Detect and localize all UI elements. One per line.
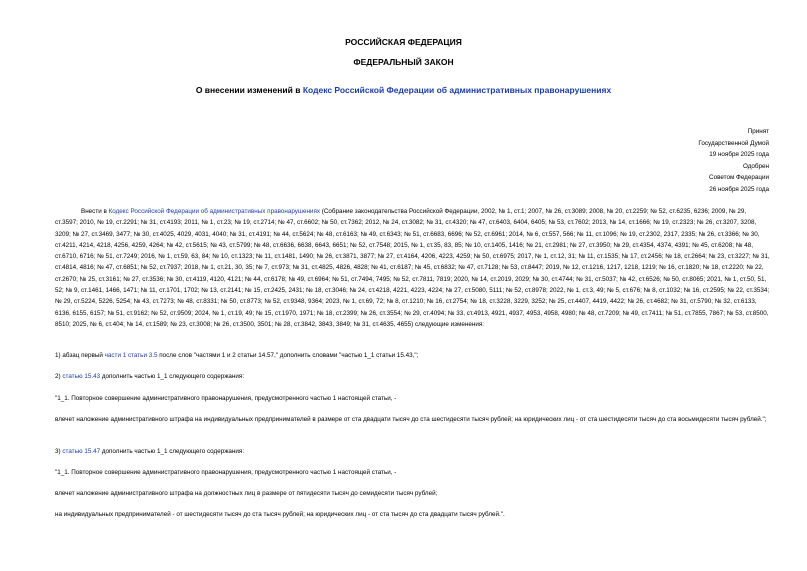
country-heading: РОССИЙСКАЯ ФЕДЕРАЦИЯ [345,37,462,47]
item-text: после слов "частями 1 и 2 статьи 14.57," дополнить словами "частью 1_1 статьи 15.43,"; [157,352,419,359]
approved-date: 26 ноября 2025 года [709,185,769,193]
new-part-15-47-heading [55,467,770,478]
new-part-15-43-penalty [55,414,770,425]
item-text: влечет наложение административного штрафа на индивидуальных предпринимателей в размере от ста двадцати тысяч до ста шестидесяти тысяч рублей; на юридических лиц - от ста шестидесяти тысяч до ста восьмидесяти тысяч рублей."; [55,416,767,423]
amendment-item-1 [55,350,770,361]
item-text: дополнить частью 1_1 следующего содержания: [100,373,245,380]
new-part-15-47-penalty-officials [55,488,770,499]
item-prefix: 2) [55,373,63,380]
item-prefix: 1) абзац первый [55,352,105,359]
item-text: "1_1. Повторное совершение административного правонарушения, предусмотренного частью 1 настоящей статьи, - [55,395,397,402]
amendment-item-3 [55,446,770,457]
adopted-by: Государственной Думой [698,139,769,147]
article-link-15-47[interactable]: статью 15.47 [62,448,101,455]
intro-text: (Собрание законодательства Российской Федерации, 2002, № 1, ст.1; 2007, № 26, ст.3089; 2008, № 20, ст.2259; № 52, ст.6235, 6236; 2009, № 29, ст.3597; 2010, № 19, ст.2291; № 31, ст.4193; 2011, № 1, ст.23; № 19, ст.2714; № 47, ст.6602; № 50, ст.7362; 2012, № 24, ст.3082; № 31, ст.4320; № 47, ст.6403, 6404, 6405; № 53, ст.7602; 2013, № 14, ст.1666; № 19, ст.2323; № 26, ст.3207, 3208, 3209; № 27, ст.3469, 3477; № 30, ст.4025, 4029, 4031, 4040; № 31, ст.4191; № 44, ст.5624; № 48, ст.6163; № 49, ст.6343; № 51, ст.6683, 6696; № 52, ст.6961; 2014, № 6, ст.557, 566; № 11, ст.1096; № 19, ст.2302, 2317, 2335; № 26, ст.3366; № 30, ст.4211, 4214, 4218, 4256, 4259, 4264; № 42, ст.5615; № 43, ст.5799; № 48, ст.6636, 6638, 6643, 6651; № 52, ст.7548; 2015, № 1, ст.35, 83, 85; № 10, ст.1405, 1416; № 21, ст.2981; № 27, ст.3950; № 29, ст.4354, 4374, 4391; № 45, ст.6208; № 48, ст.6710, 6716; № 51, ст.7249; 2016, № 1, ст.59, 63, 84; № 10, ст.1323; № 11, ст.1481, 1490; № 26, ст.3871, 3877; № 27, ст.4164, 4206, 4223, 4259; № 50, ст.6975; 2017, № 1, ст.12, 31; № 11, ст.1535; № 17, ст.2456; № 18, ст.2664; № 23, ст.3227; № 31, ст.4814, 4816; № 47, ст.6851; № 52, ст.7937; 2018, № 1, ст.21, 30, 35; № 7, ст.973; № 31, ст.4825, 4826, 4828; № 41, ст.6187; № 45, ст.6832; № 47, ст.7128; № 53, ст.8447; 2019, № 12, ст.1216, 1217, 1218, 1219; № 16, ст.1820; № 18, ст.2220; № 22, ст.2670; № 25, ст.3161; № 27, ст.3536; № 30, ст.4119, 4120, 4121; № 44, ст.6178; № 49, ст.6964; № 51, ст.7494, 7495; № 52, ст.7811, 7819; 2020, № 14, ст.2019, 2029; № 30, ст.4744; № 31, ст.5037; № 42, ст.6526; № 50, ст.8065; 2021, № 1, ст.50, 51, 52; № 9, ст.1461, 1466, 1471; № 11, ст.1701, 1702; № 13, ст.2141; № 15, ст.2425, 2431; № 18, ст.3046; № 24, ст.4218, 4221, 4223, 4224; № 27, ст.5080, 5111; № 52, ст.8978; 2022, № 1, ст.3, 49; № 5, ст.676; № 8, ст.1032; № 16, ст.2595; № 22, ст.3534; № 29, ст.5224, 5226, 5254; № 43, ст.7273; № 48, ст.8331; № 50, ст.8773; № 52, ст.9348, 9364; 2023, № 1, ст.69, 72; № 8, ст.1210; № 16, ст.2754; № 18, ст.3228, 3229, 3252; № 25, ст.4407, 4419, 4422; № 26, ст.4682; № 31, ст.5790; № 32, ст.6133, 6136, 6155, 6157; № 51, ст.9162; № 52, ст.9509; 2024, № 1, ст.19, 49; № 15, ст.1970, 1971; № 18, ст.2399; № 26, ст.3554; № 29, ст.4094; № 33, ст.4913, 4921, 4937, 4953, 4958, 4980; № 48, ст.7209; № 49, ст.7411; № 51, ст.7855, 7867; № 53, ст.8500, 8510; 2025, № 6, ст.404; № 14, ст.1589; № 23, ст.3008; № 26, ст.3500, 3501; № 28, ст.3842, 3843, 3849; № 31, ст.4635, 4655) следующие изменения: [55,208,770,328]
article-link-15-43[interactable]: статью 15.43 [62,373,101,380]
adopted-label: Принят [747,128,769,135]
law-title [0,85,807,96]
approved-label: Одобрен [742,162,769,170]
new-part-15-47-penalty-entities [55,509,770,520]
code-link-title[interactable]: Кодекс Российской Федерации об административных правонарушениях [302,85,612,95]
intro-paragraph [55,206,770,330]
adoption-block [698,126,769,196]
item-prefix: 3) [55,448,63,455]
approved-by: Советом Федерации [709,174,769,182]
adopted-date: 19 ноября 2025 года [709,151,769,159]
code-link-intro[interactable]: Кодекс Российской Федерации об административных правонарушениях [108,208,321,215]
law-title-prefix: О внесении изменений в [195,85,303,95]
article-link-3-5[interactable]: части 1 статьи 3.5 [104,352,158,359]
law-type-heading: ФЕДЕРАЛЬНЫЙ ЗАКОН [353,57,454,67]
intro-prefix: Внести в [81,208,109,215]
item-text: "1_1. Повторное совершение административного правонарушения, предусмотренного частью 1 настоящей статьи, - [55,469,397,476]
item-text: на индивидуальных предпринимателей - от шестидесяти тысяч до ста тысяч рублей; на юридических лиц - от ста тысяч до ста двадцати тысяч рублей.". [55,511,505,518]
item-text: дополнить частью 1_1 следующего содержания: [100,448,245,455]
amendment-item-2 [55,371,770,382]
new-part-15-43-heading [55,393,770,404]
item-text: влечет наложение административного штрафа на должностных лиц в размере от пятидесяти тысяч до семидесяти тысяч рублей; [55,490,438,497]
